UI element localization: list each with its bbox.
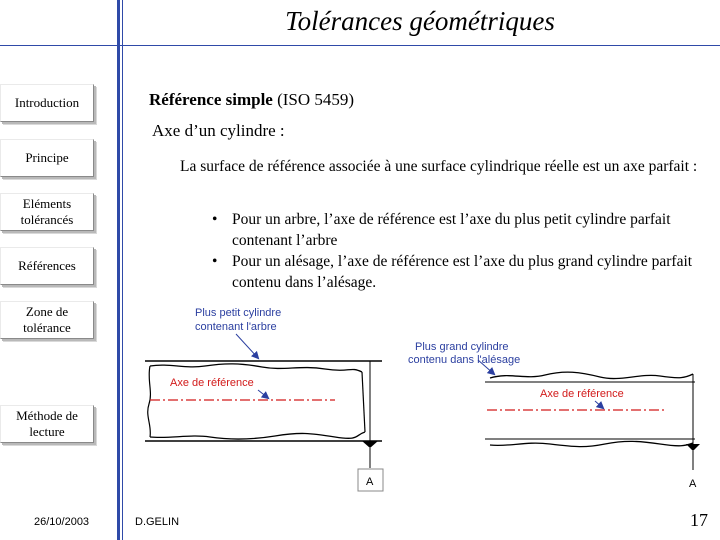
nav-label-zone-line1: Zone de — [25, 304, 69, 319]
bullet-text-arbre: Pour un arbre, l’axe de référence est l’axe du plus petit cylindre parfait contenant l’arbre — [232, 211, 671, 249]
nav-label-principe: Principe — [25, 150, 69, 165]
bullet-item-alesage — [212, 251, 702, 293]
nav-button-principe[interactable] — [0, 139, 94, 177]
bore-label-line2: contenu dans l'alésage — [408, 354, 521, 366]
bullet-dot: • — [212, 253, 218, 270]
nav-button-zone-tolerance[interactable] — [0, 301, 94, 339]
bullet-item-arbre — [212, 209, 702, 251]
bullet-dot: • — [212, 211, 218, 228]
footer-date: 26/10/2003 — [34, 516, 90, 528]
shaft-drawing — [145, 334, 383, 491]
nav-button-methode-lecture[interactable] — [0, 405, 94, 443]
nav-label-methode-line2: lecture — [29, 424, 65, 439]
shaft-label-line2: contenant l'arbre — [195, 321, 277, 333]
nav-button-references[interactable] — [0, 247, 94, 285]
slide-title: Tolérances géométriques — [285, 6, 555, 36]
definition-paragraph: La surface de référence associée à une surface cylindrique réelle est un axe parfait : — [180, 158, 698, 175]
bore-datum-letter: A — [689, 478, 697, 490]
page-number: 17 — [690, 510, 708, 530]
section-heading-bold: Référence simple — [149, 90, 273, 109]
bullet-text-alesage: Pour un alésage, l’axe de référence est l’axe du plus grand cylindre parfait contenu dans l’alésage. — [232, 253, 693, 291]
bullet-list — [212, 209, 702, 293]
subheading: Axe d’un cylindre : — [152, 121, 285, 140]
nav-button-introduction[interactable] — [0, 84, 94, 122]
shaft-datum-letter: A — [366, 476, 374, 488]
reference-axis-diagram — [140, 300, 720, 500]
nav-label-zone-line2: tolérance — [23, 320, 71, 335]
title-rule — [0, 45, 720, 46]
nav-label-elements-line2: tolérancés — [20, 212, 74, 227]
nav-label-methode-line1: Méthode de — [16, 408, 78, 423]
bore-axis-label: Axe de référence — [540, 388, 624, 400]
footer-author: D.GELIN — [135, 516, 180, 528]
nav-label-introduction: Introduction — [14, 95, 80, 110]
shaft-axis-label: Axe de référence — [170, 377, 254, 389]
bore-drawing — [478, 360, 700, 470]
nav-label-elements-line1: Eléments — [22, 196, 72, 211]
vertical-rule — [117, 0, 120, 540]
shaft-label-line1: Plus petit cylindre — [195, 307, 282, 319]
bore-label-line1: Plus grand cylindre — [415, 341, 509, 353]
nav-button-elements-tolerances[interactable] — [0, 193, 94, 231]
nav-label-references: Références — [18, 258, 76, 273]
section-heading — [149, 90, 354, 110]
section-heading-standard: (ISO 5459) — [272, 90, 355, 109]
vertical-rule-thin — [122, 0, 123, 540]
